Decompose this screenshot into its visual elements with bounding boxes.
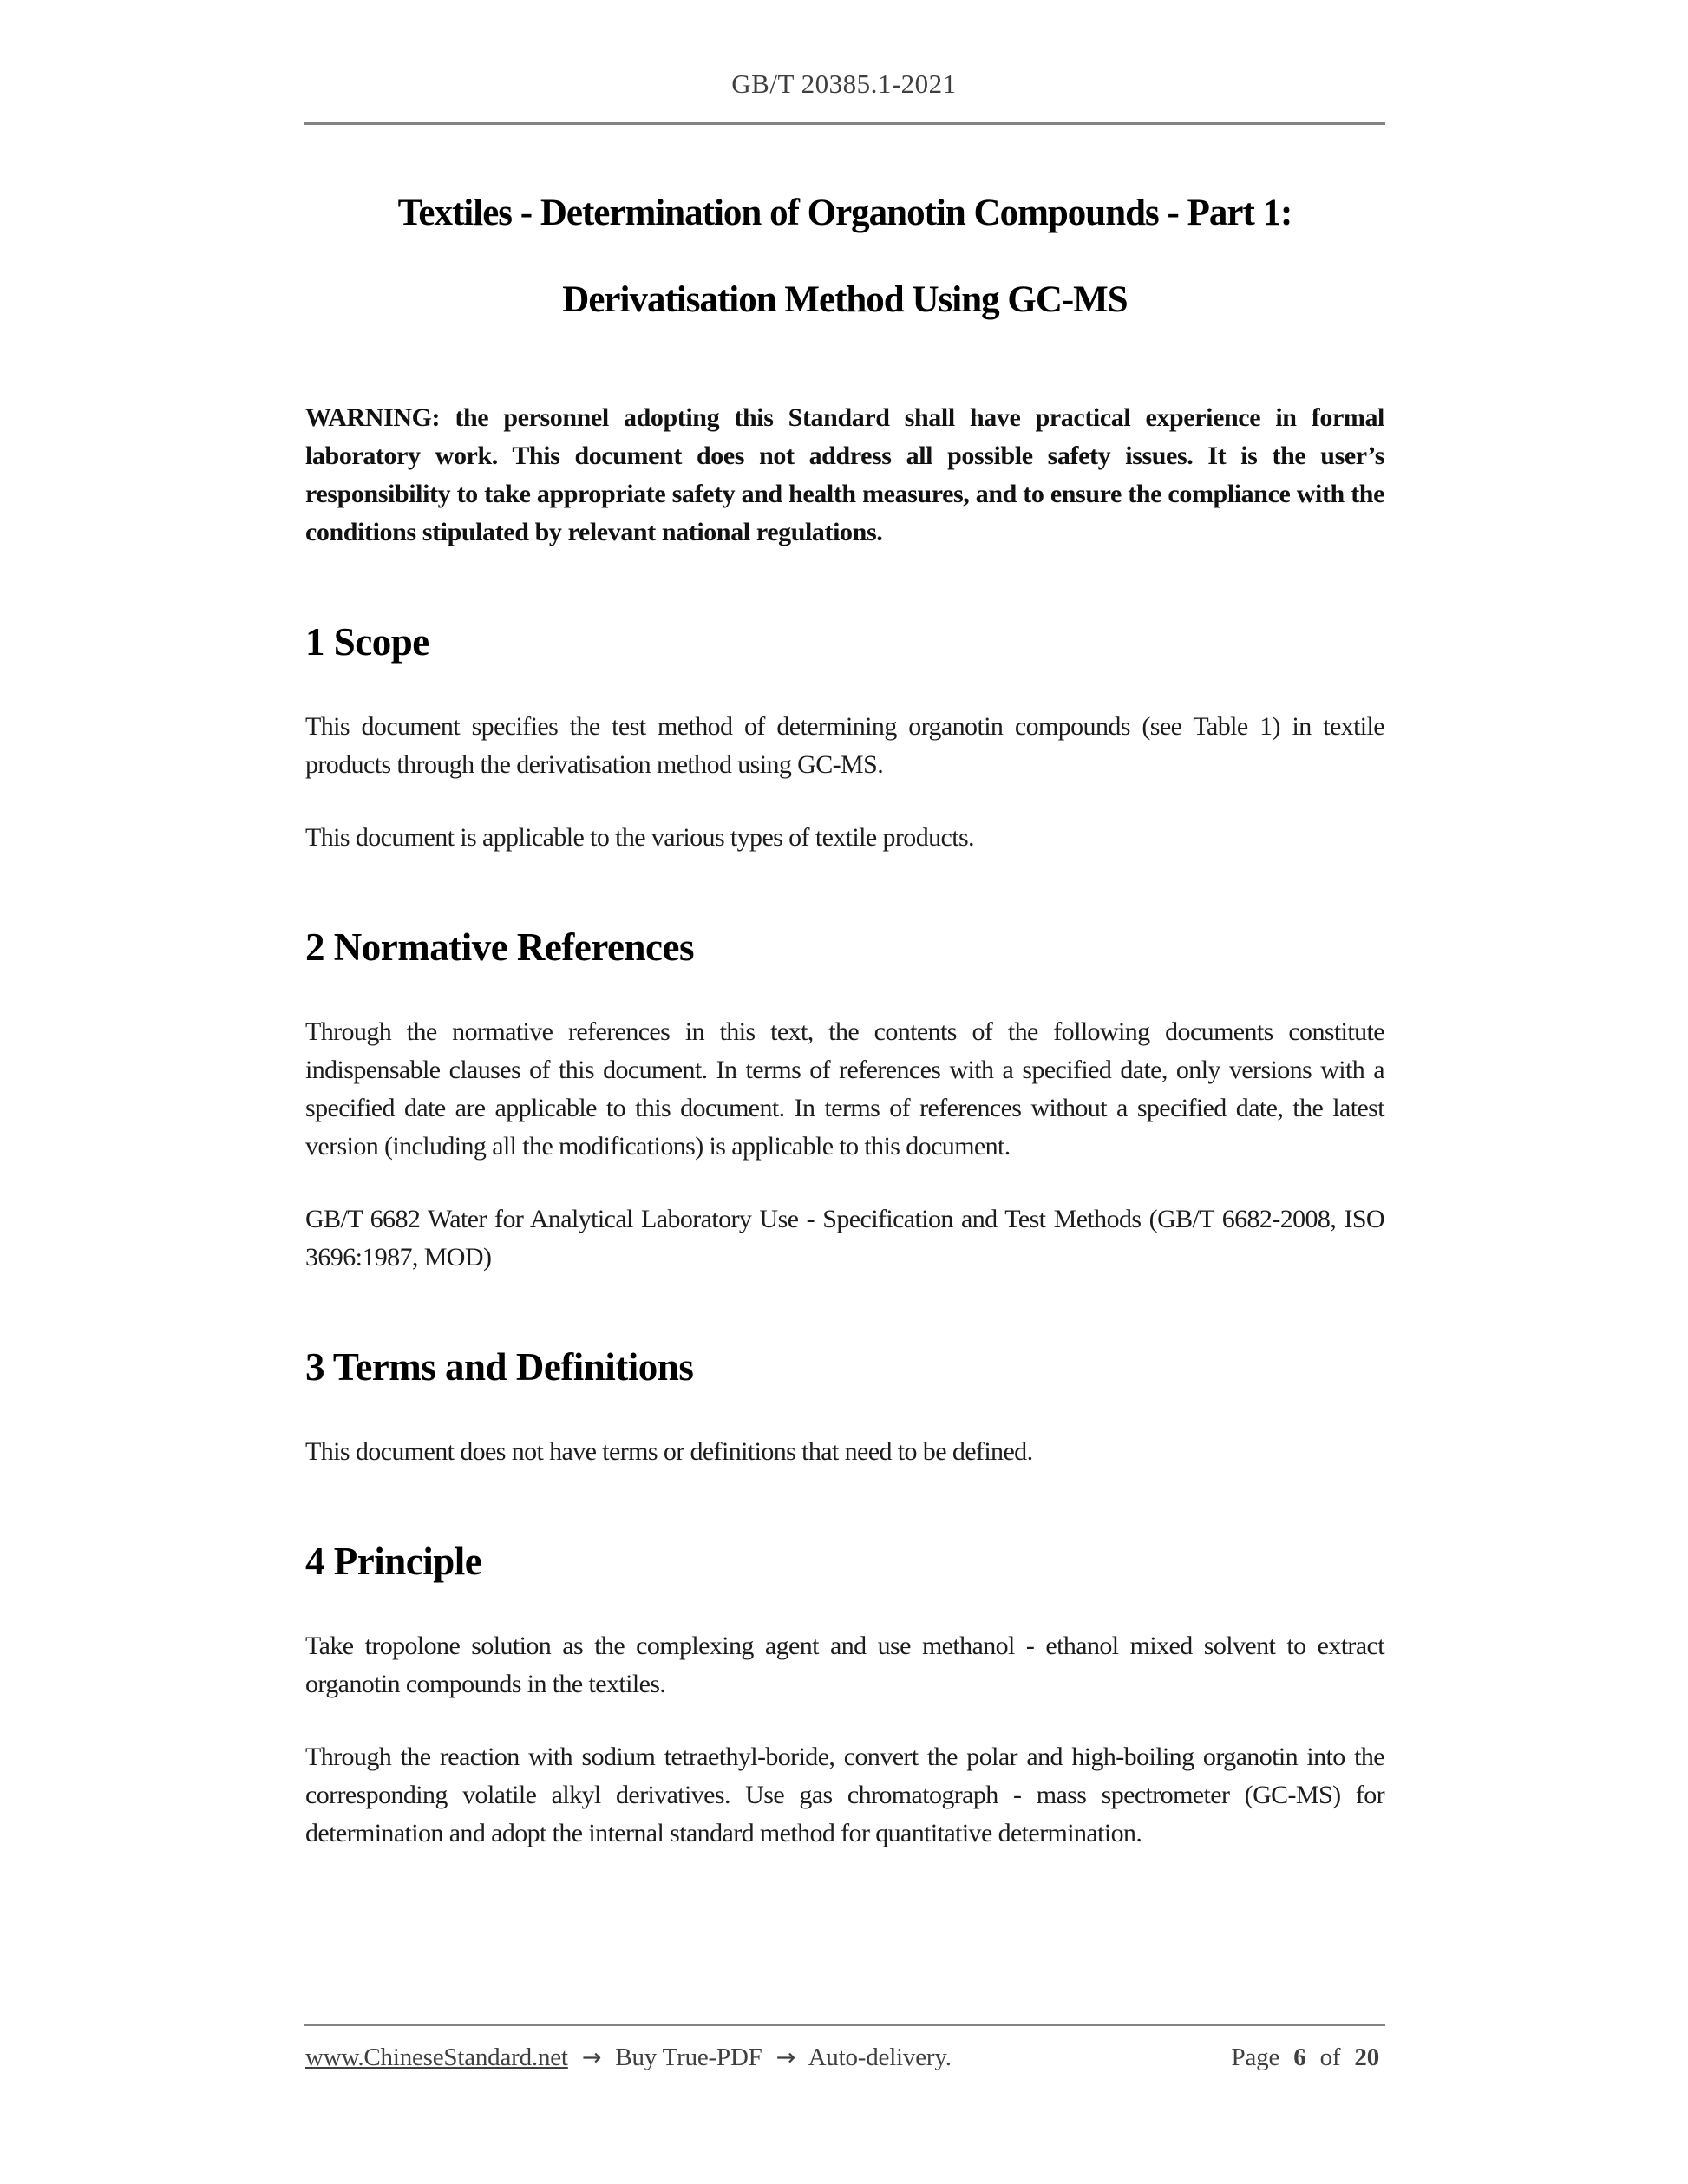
page-number: [1229, 2040, 1384, 2075]
document-title: [305, 170, 1384, 343]
section-heading-terms-definitions: 3 Terms and Definitions: [305, 1345, 694, 1389]
body-paragraph: Through the reaction with sodium tetraethyl-boride, convert the polar and high-boiling organotin into the corresponding volatile alkyl derivatives. Use gas chromatograph - mass spectrometer (GC-MS) for determination and adopt the internal standard method for quantitative determination.: [305, 1743, 1384, 1847]
section-heading-principle: 4 Principle: [305, 1540, 482, 1583]
header-doc-number: GB/T 20385.1-2021: [731, 69, 957, 99]
website-link[interactable]: www.ChineseStandard.net: [305, 2043, 568, 2071]
body-paragraph: This document is applicable to the various types of textile products.: [305, 823, 974, 852]
page-footer: [305, 2040, 1384, 2076]
page-label: Page: [1231, 2043, 1280, 2071]
page-current: 6: [1293, 2043, 1306, 2071]
section-heading-scope: 1 Scope: [305, 620, 429, 664]
body-paragraph: Take tropolone solution as the complexing agent and use methanol - ethanol mixed solvent to extract organotin compounds in the textiles.: [305, 1631, 1384, 1698]
section-heading-normative-references: 2 Normative References: [305, 925, 694, 969]
document-body: [305, 0, 1384, 1887]
of-label: of: [1319, 2043, 1341, 2071]
footer-buy-label: Buy True-PDF: [615, 2043, 762, 2071]
body-paragraph: This document does not have terms or definitions that need to be defined.: [305, 1437, 1033, 1466]
body-paragraph: This document specifies the test method of determining organotin compounds (see Table 1) in textile products through the derivatisation method using GC-MS.: [305, 712, 1384, 779]
body-paragraph: Through the normative references in this text, the contents of the following documents constitute indispensable clauses of this document. In terms of references with a specified date, only versions with a specified date are applicable to this document. In terms of references without a specified date, the latest version (including all the modifications) is applicable to this document.: [305, 1017, 1384, 1161]
arrow-right-icon: →: [581, 2044, 602, 2071]
footer-delivery-label: Auto-delivery.: [808, 2043, 952, 2071]
document-title-line2: Derivatisation Method Using GC-MS: [562, 279, 1128, 320]
document-title-line1: Textiles - Determination of Organotin Compounds - Part 1:: [397, 193, 1292, 233]
page-total: 20: [1354, 2043, 1379, 2071]
body-paragraph: GB/T 6682 Water for Analytical Laboratory Use - Specification and Test Methods (GB/T 6682-2008, ISO 3696:1987, MOD): [305, 1205, 1384, 1272]
footer-promo: [305, 2040, 959, 2076]
footer-rule: [304, 2024, 1385, 2026]
arrow-right-icon: →: [775, 2044, 796, 2071]
warning-text: WARNING: the personnel adopting this Standard shall have practical experience in formal laboratory work. This document does not address all possible safety issues. It is the user’s responsibility to take appropriate safety and health measures, and to ensure the compliance with the conditions stipulated by relevant national regulations.: [305, 403, 1384, 546]
